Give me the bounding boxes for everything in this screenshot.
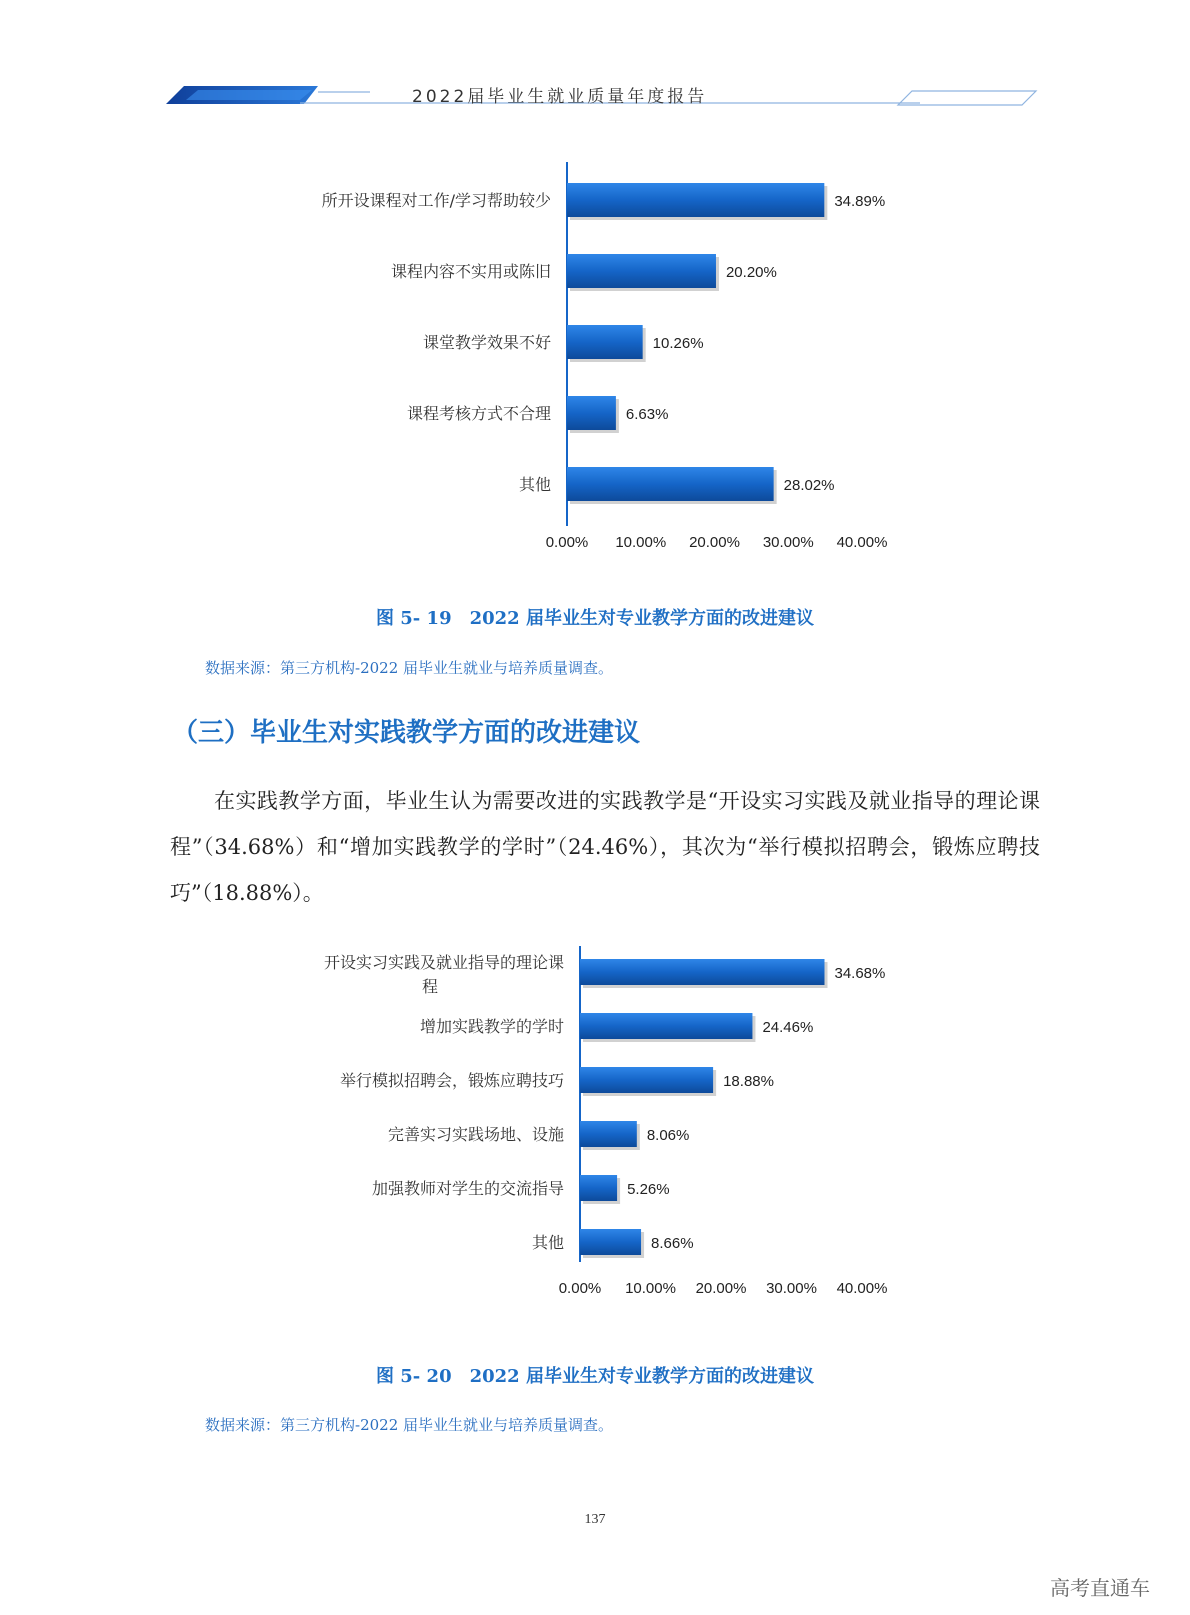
value-label: 8.66%	[651, 1235, 694, 1252]
value-label: 10.26%	[652, 335, 704, 352]
figure-caption-2: 图 5- 20 2022 届毕业生对专业教学方面的改进建议	[376, 1366, 814, 1387]
chart-course-suggestions	[0, 150, 1190, 570]
category-label: 所开设课程对工作/学习帮助较少	[321, 191, 551, 210]
chart-1-svg	[0, 150, 1190, 570]
bar	[567, 325, 643, 359]
page-number: 137	[584, 1512, 606, 1527]
tick-label: 40.00%	[836, 534, 888, 551]
bar	[567, 183, 824, 217]
bar	[580, 1175, 617, 1201]
figure-caption-1: 图 5- 19 2022 届毕业生对专业教学方面的改进建议	[376, 608, 814, 629]
category-label: 其他	[531, 1233, 564, 1252]
value-label: 6.63%	[625, 406, 669, 423]
bar	[580, 1121, 637, 1147]
bar	[580, 1229, 641, 1255]
body-paragraph: 在实践教学方面，毕业生认为需要改进的实践教学是“开设实习实践及就业指导的理论课程”（34.68%）和“增加实践教学的学时”（24.46%），其次为“举行模拟招聘会，锻炼应聘技巧”（18.88%）。	[170, 789, 1040, 905]
bar	[580, 1013, 752, 1039]
tick-label: 0.00%	[545, 534, 589, 551]
value-label: 5.26%	[627, 1181, 670, 1198]
chart-2-svg	[0, 940, 1190, 1320]
watermark: 高考直通车	[1050, 1576, 1150, 1600]
category-label: 举行模拟招聘会，锻炼应聘技巧	[339, 1071, 564, 1090]
tick-label: 0.00%	[558, 1280, 602, 1297]
category-label: 课程内容不实用或陈旧	[390, 262, 551, 281]
tick-label: 20.00%	[689, 534, 740, 551]
value-label: 34.89%	[834, 193, 886, 210]
bar	[580, 1067, 713, 1093]
data-source-1: 数据来源：第三方机构-2022 届毕业生就业与培养质量调查。	[205, 659, 614, 677]
category-label: 课程考核方式不合理	[406, 404, 551, 423]
tick-label: 10.00%	[615, 534, 667, 551]
value-label: 34.68%	[834, 965, 886, 982]
bar	[567, 396, 616, 430]
tick-label: 10.00%	[625, 1280, 676, 1297]
category-label: 增加实践教学的学时	[419, 1017, 564, 1036]
category-label: 开设实习实践及就业指导的理论课	[323, 953, 564, 972]
section-heading: （三）毕业生对实践教学方面的改进建议	[172, 718, 641, 748]
value-label: 20.20%	[725, 264, 777, 281]
value-label: 18.88%	[723, 1073, 774, 1090]
value-label: 24.46%	[762, 1019, 814, 1036]
tick-label: 30.00%	[762, 534, 814, 551]
header-title: 2022届毕业生就业质量年度报告	[412, 87, 708, 107]
bar	[567, 467, 774, 501]
tick-label: 30.00%	[766, 1280, 817, 1297]
chart-practice-suggestions	[0, 940, 1190, 1320]
page-header	[0, 0, 1190, 120]
bar	[580, 959, 824, 985]
category-label: 课堂教学效果不好	[422, 333, 551, 352]
category-label: 加强教师对学生的交流指导	[371, 1179, 564, 1198]
category-label: 完善实习实践场地、设施	[387, 1125, 564, 1144]
tick-label: 40.00%	[836, 1280, 888, 1297]
category-label-cont: 程	[421, 977, 439, 996]
tick-label: 20.00%	[695, 1280, 747, 1297]
value-label: 28.02%	[783, 477, 835, 494]
category-label: 其他	[518, 475, 551, 494]
bar	[567, 254, 716, 288]
data-source-2: 数据来源：第三方机构-2022 届毕业生就业与培养质量调查。	[205, 1416, 614, 1434]
value-label: 8.06%	[646, 1127, 690, 1144]
